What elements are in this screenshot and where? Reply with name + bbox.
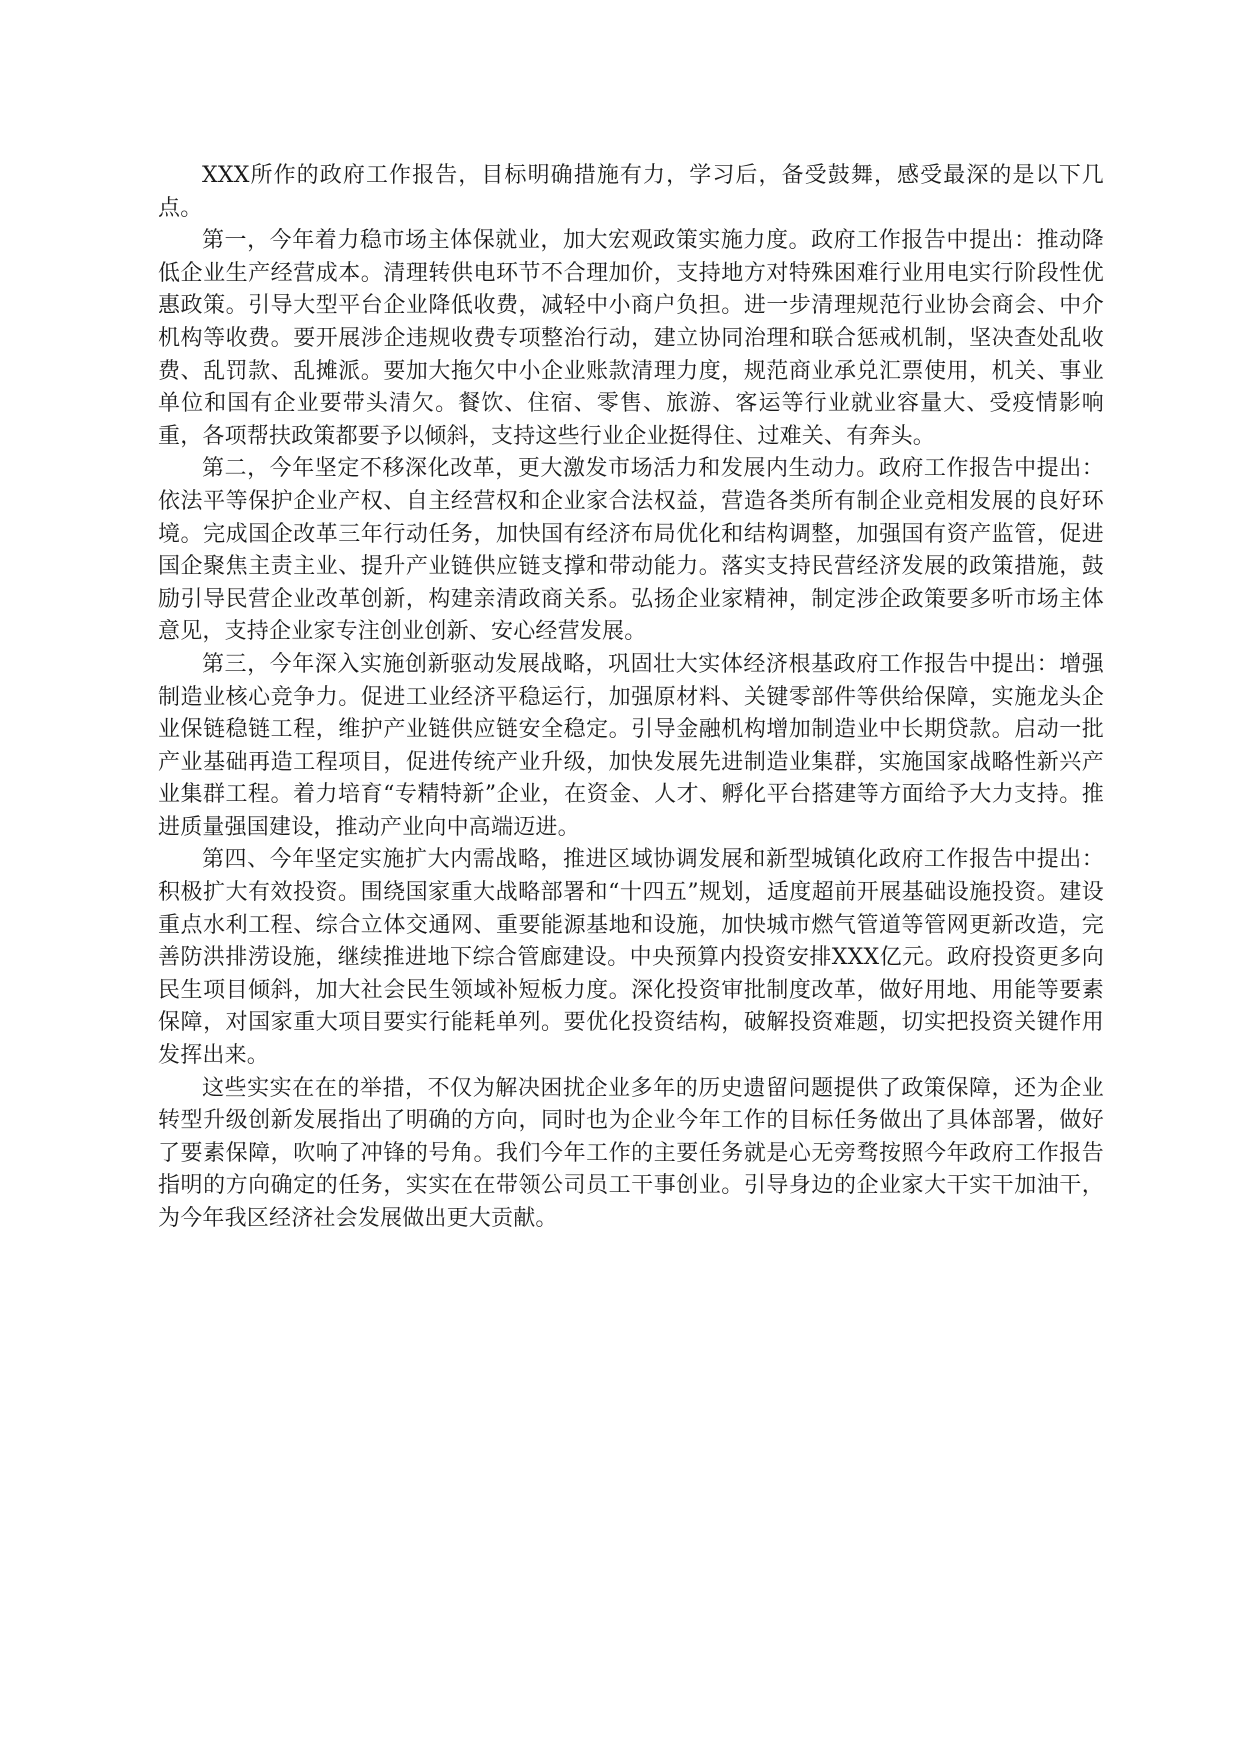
paragraph-second: 第二，今年坚定不移深化改革，更大激发市场活力和发展内生动力。政府工作报告中提出：依法平等保护企业产权、自主经营权和企业家合法权益，营造各类所有制企业竞相发展的良好环境。完成国企改革三年行动任务，加快国有经济布局优化和结构调整，加强国有资产监管，促进国企聚焦主责主业、提升产业链供应链支撑和带动能力。落实支持民营经济发展的政策措施，鼓励引导民营企业改革创新，构建亲清政商关系。弘扬企业家精神，制定涉企政策要多听市场主体意见，支持企业家专注创业创新、安心经营发展。 <box>158 456 1104 645</box>
document-body <box>158 160 1104 1236</box>
paragraph-intro: XXX所作的政府工作报告，目标明确措施有力，学习后，备受鼓舞，感受最深的是以下几点。 <box>158 163 1104 221</box>
paragraph-third: 第三，今年深入实施创新驱动发展战略，巩固壮大实体经济根基政府工作报告中提出：增强制造业核心竞争力。促进工业经济平稳运行，加强原材料、关键零部件等供给保障，实施龙头企业保链稳链工程，维护产业链供应链安全稳定。引导金融机构增加制造业中长期贷款。启动一批产业基础再造工程项目，促进传统产业升级，加快发展先进制造业集群，实施国家战略性新兴产业集群工程。着力培育“专精特新”企业，在资金、人才、孵化平台搭建等方面给予大力支持。推进质量强国建设，推动产业向中高端迈进。 <box>158 651 1104 840</box>
paragraph-fourth: 第四、今年坚定实施扩大内需战略，推进区域协调发展和新型城镇化政府工作报告中提出：积极扩大有效投资。围绕国家重大战略部署和“十四五”规划，适度超前开展基础设施投资。建设重点水利工程、综合立体交通网、重要能源基地和设施，加快城市燃气管道等管网更新改造，完善防洪排涝设施，继续推进地下综合管廊建设。中央预算内投资安排XXX亿元。政府投资更多向民生项目倾斜，加大社会民生领域补短板力度。深化投资审批制度改革，做好用地、用能等要素保障，对国家重大项目要实行能耗单列。要优化投资结构，破解投资难题，切实把投资关键作用发挥出来。 <box>158 847 1104 1069</box>
paragraph-first: 第一，今年着力稳市场主体保就业，加大宏观政策实施力度。政府工作报告中提出：推动降低企业生产经营成本。清理转供电环节不合理加价，支持地方对特殊困难行业用电实行阶段性优惠政策。引导大型平台企业降低收费，减轻中小商户负担。进一步清理规范行业协会商会、中介机构等收费。要开展涉企违规收费专项整治行动，建立协同治理和联合惩戒机制，坚决查处乱收费、乱罚款、乱摊派。要加大拖欠中小企业账款清理力度，规范商业承兑汇票使用，机关、事业单位和国有企业要带头清欠。餐饮、住宿、零售、旅游、客运等行业就业容量大、受疫情影响重，各项帮扶政策都要予以倾斜，支持这些行业企业挺得住、过难关、有奔头。 <box>158 228 1104 449</box>
paragraph-conclusion: 这些实实在在的举措，不仅为解决困扰企业多年的历史遗留问题提供了政策保障，还为企业转型升级创新发展指出了明确的方向，同时也为企业今年工作的目标任务做出了具体部署，做好了要素保障，吹响了冲锋的号角。我们今年工作的主要任务就是心无旁骛按照今年政府工作报告指明的方向确定的任务，实实在在带领公司员工干事创业。引导身边的企业家大干实干加油干，为今年我区经济社会发展做出更大贡献。 <box>158 1075 1104 1231</box>
